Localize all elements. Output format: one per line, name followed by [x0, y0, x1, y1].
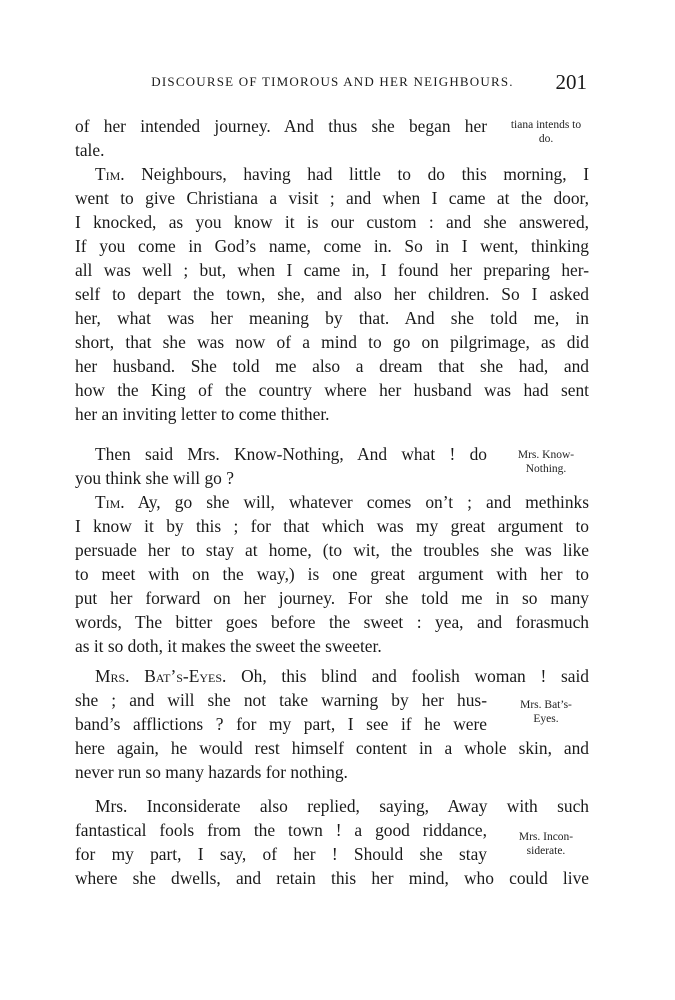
speech-line [95, 664, 589, 688]
text-line: short, that she was now of a mind to go on pilgrimage, as did [75, 332, 589, 352]
page-number: 201 [555, 70, 587, 94]
margin-note-line: Mrs. Bat’s- [520, 699, 572, 711]
margin-note-line: tiana intends to [510, 119, 582, 131]
text-line: her, what was her meaning by that. And she told me, in [75, 308, 589, 328]
margin-note [500, 448, 592, 476]
text-line: I knocked, as you know it is our custom : and she answered, [75, 212, 589, 232]
margin-note [500, 698, 592, 726]
text-line: If you come in God’s name, come in. So in I went, thinking [75, 236, 589, 256]
text-line: tale. [75, 140, 105, 160]
text-line: her husband. She told me also a dream that she had, and [75, 356, 589, 376]
text-line: where she dwells, and retain this her mind, who could live [75, 868, 589, 888]
text-line: self to depart the town, she, and also her children. So I asked [75, 284, 589, 304]
margin-note-line: do. [538, 133, 554, 145]
text-line: fantastical fools from the town ! a good riddance, [75, 820, 487, 840]
text-line: went to give Christiana a visit ; and when I came at the door, [75, 188, 589, 208]
text-line: Mrs. Inconsiderate also replied, saying, Away with such [95, 796, 589, 816]
running-title: DISCOURSE OF TIMOROUS AND HER NEIGHBOURS. [151, 74, 514, 89]
margin-note-line: Eyes. [533, 713, 559, 725]
text-line: you think she will go ? [75, 468, 234, 488]
text-line: band’s afflictions ? for my part, I see if he were [75, 714, 487, 734]
text-line: to meet with on the way,) is one great argument with her to [75, 564, 589, 584]
speaker-name: Tim. [95, 164, 125, 184]
text-line: she ; and will she not take warning by her hus- [75, 690, 487, 710]
text-line: as it so doth, it makes the sweet the sweeter. [75, 636, 382, 656]
text-line: words, The bitter goes before the sweet : yea, and forasmuch [75, 612, 589, 632]
text-line: Then said Mrs. Know-Nothing, And what ! do [95, 444, 487, 464]
text-line: put her forward on her journey. For she told me in so many [75, 588, 589, 608]
text-line: I know it by this ; for that which was my great argument to [75, 516, 589, 536]
margin-note-line: siderate. [526, 845, 566, 857]
speech-line [95, 162, 589, 186]
text-line: her an inviting letter to come thither. [75, 404, 330, 424]
speaker-name: Tim. [95, 492, 125, 512]
margin-note-line: Mrs. Incon- [518, 831, 574, 843]
text-line: here again, he would rest himself content in a whole skin, and [75, 738, 589, 758]
speech-text: Neighbours, having had little to do this morning, I [141, 164, 589, 184]
margin-note [500, 118, 592, 146]
speaker-name: Mrs. Bat’s-Eyes. [95, 666, 227, 686]
text-line: of her intended journey. And thus she began her [75, 116, 487, 136]
text-line: never run so many hazards for nothing. [75, 762, 348, 782]
speech-line [95, 490, 589, 514]
text-line: how the King of the country where her husband was had sent [75, 380, 589, 400]
text-line: for my part, I say, of her ! Should she stay [75, 844, 487, 864]
margin-note-line: Mrs. Know- [517, 449, 575, 461]
text-line: all was well ; but, when I came in, I found her preparing her- [75, 260, 589, 280]
speech-text: Oh, this blind and foolish woman ! said [241, 666, 589, 686]
margin-note-line: Nothing. [525, 463, 567, 475]
margin-note [500, 830, 592, 858]
speech-text: Ay, go she will, whatever comes on’t ; and methinks [137, 492, 589, 512]
text-line: persuade her to stay at home, (to wit, the troubles she was like [75, 540, 589, 560]
